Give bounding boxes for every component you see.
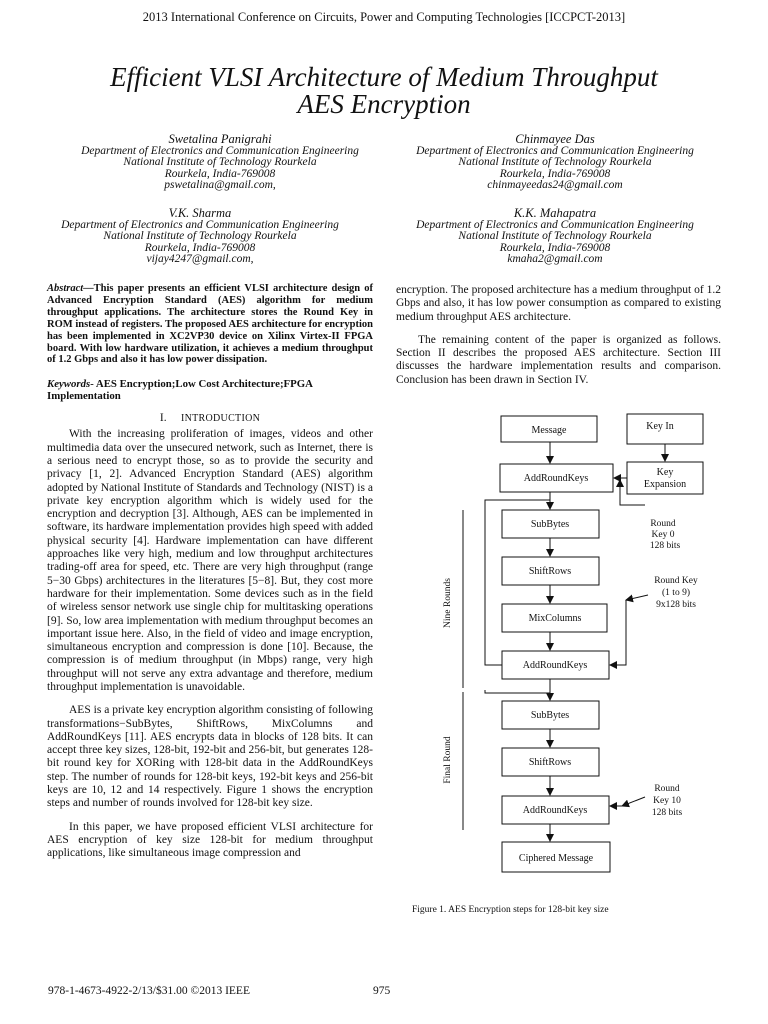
shift-rows-label-2: ShiftRows: [528, 757, 572, 768]
author-department: Department of Electronics and Communication Engineering: [61, 218, 339, 231]
key-expansion-label-1: Key: [656, 467, 674, 478]
author-city: Rourkela, India-769008: [144, 241, 256, 254]
paragraph: With the increasing proliferation of images, videos and other multimedia data over the unsecured network, such as Internet, there is a serious need to encrypt those, so as to provide the security and privacy [1, 2]. Advanced Encryption Standard (AES) algorithm adopted by National Institute of Standards and Technology (NIST) is a private key encryption algorithm which is widely used for the encryption and decryption [3]. Although, AES can be implemented in software, its hardware implementation provides high speed with added physical security [4]. Hardware implementation can have different approaches like very high, medium and low throughput architectures trading-off area for speed, etc. There are very high throughput (range 5−30 Gbps) architectures in the literatures [5−8]. But, they cost more hardware for their implementation. Some devices such as in the field of wireless sensor network use single chip for multitasking operations [9]. So, low area implementation with medium throughput becomes an important issue here. Also, in the field of video and image encryption, simultaneous encryption and compression is done [10]. Because, the compression is of medium throughput (in Mbps) range, very high throughput will not serve any extra advantage and therefore, medium throughput implementation is unavoidable.: [47, 428, 373, 693]
nine-rounds-label: Nine Rounds: [443, 578, 453, 628]
paragraph: In this paper, we have proposed efficient VLSI architecture for AES encryption of key size 128-bit for medium throughput applications, like simultaneous image compression and: [47, 820, 373, 860]
key-in-label: Key In: [646, 421, 674, 432]
section-number: I.: [159, 412, 167, 425]
add-round-keys-label-0: AddRoundKeys: [523, 473, 589, 484]
section-title: INTRODUCTION: [180, 413, 261, 425]
author-block-1: [40, 134, 400, 192]
author-email: pswetalina@gmail.com,: [164, 179, 276, 191]
round-key-10-line-3: 128 bits: [651, 808, 683, 818]
abstract: [47, 283, 373, 366]
author-department: Department of Electronics and Communication Engineering: [416, 218, 694, 231]
add-round-keys-label-1: AddRoundKeys: [522, 660, 588, 671]
keywords-label: Keywords-: [47, 378, 94, 391]
right-body: [396, 284, 721, 397]
round-key-0-line-3: 128 bits: [649, 541, 681, 551]
round-key-1-9-line-2: (1 to 9): [662, 588, 690, 598]
mix-columns-label: MixColumns: [528, 613, 582, 624]
author-department: Department of Electronics and Communication Engineering: [416, 144, 694, 157]
author-name: K.K. Mahapatra: [513, 206, 597, 220]
final-round-label: Final Round: [443, 736, 453, 784]
author-name: Chinmayee Das: [515, 132, 595, 146]
round-key-1-9-line-1: Round Key: [654, 576, 698, 586]
add-round-keys-label-2: AddRoundKeys: [522, 805, 588, 816]
round-key-0-line-1: Round: [650, 519, 676, 529]
left-column: [47, 283, 373, 871]
ciphered-message-label: Ciphered Message: [518, 853, 594, 864]
paragraph: encryption. The proposed architecture has a medium throughput of 1.2 Gbps and also, it has low power consumption as compared to existing medium throughput AES architecture.: [396, 284, 721, 323]
author-institute: National Institute of Technology Rourkela: [458, 156, 652, 168]
left-body: [47, 428, 373, 860]
author-block-4: [380, 208, 730, 266]
abstract-text: —This paper presents an efficient VLSI architecture design of Advanced Encryption Standard (AES) algorithm for medium throughput applications. The architecture stores the Round Key in ROM instead of registers. The proposed AES architecture for encryption has been implemented in XC2VP30 device on Xilinx Virtex-II FPGA board. With low hardware utilization, it achieves a medium throughput of 1.2 Gbps and also it has low power dissipation.: [47, 283, 373, 366]
paper-title-line-1: Efficient VLSI Architecture of Medium Throughput: [110, 62, 658, 92]
footer-copyright: 978-1-4673-4922-2/13/$31.00 ©2013 IEEE: [48, 985, 250, 997]
author-email: kmaha2@gmail.com: [507, 253, 603, 265]
author-block-2: [380, 134, 730, 192]
author-institute: National Institute of Technology Rourkela: [103, 230, 297, 242]
message-label: Message: [531, 425, 567, 436]
author-name: Swetalina Panigrahi: [168, 132, 272, 146]
author-email: vijay4247@gmail.com,: [146, 253, 254, 265]
key-expansion-label-2: Expansion: [643, 479, 687, 490]
abstract-label: Abstract: [47, 283, 84, 294]
aes-flow-diagram: [420, 410, 720, 890]
author-department: Department of Electronics and Communication Engineering: [81, 144, 359, 157]
author-block-3: [20, 208, 380, 266]
shift-rows-label-1: ShiftRows: [528, 566, 572, 577]
paragraph: AES is a private key encryption algorithm consisting of following transformations−SubBytes, ShiftRows, MixColumns and AddRoundKeys [11]. AES encrypts data in blocks of 128 bits. It can accept three key sizes, 128-bit, 192-bit and 256-bit, but generates 128-bit round key for XORing with 128-bit data in the AddRoundKeys step. The number of rounds for 128-bit keys, 192-bit keys and 256-bit keys are 10, 12 and 14 respectively. Figure 1 shows the encryption steps and number of rounds involved for 128-bit key size.: [47, 704, 373, 810]
author-email: chinmayeedas24@gmail.com: [487, 179, 623, 191]
sub-bytes-label-2: SubBytes: [530, 710, 570, 721]
paper-title-line-2: AES Encryption: [297, 89, 471, 119]
author-institute: National Institute of Technology Rourkela: [458, 230, 652, 242]
author-city: Rourkela, India-769008: [499, 167, 611, 180]
section-heading: [47, 412, 373, 424]
paragraph: The remaining content of the paper is organized as follows. Section II describes the proposed AES architecture. Section III discusses the hardware implementation results and comparison. Conclusion has been drawn in Section IV.: [396, 333, 721, 386]
round-key-1-9-line-3: 9x128 bits: [656, 600, 696, 610]
author-city: Rourkela, India-769008: [499, 241, 611, 254]
page-number: 975: [373, 985, 391, 997]
round-key-10-line-1: Round: [654, 784, 680, 794]
keywords: [47, 378, 373, 402]
author-institute: National Institute of Technology Rourkela: [123, 156, 317, 168]
figure-caption: Figure 1. AES Encryption steps for 128-bit key size: [412, 905, 609, 915]
round-key-10-line-2: Key 10: [653, 796, 681, 806]
author-city: Rourkela, India-769008: [164, 167, 276, 180]
author-name: V.K. Sharma: [168, 206, 232, 220]
paper-title: [0, 64, 768, 118]
keywords-text: AES Encryption;Low Cost Architecture;FPGA Implementation: [47, 378, 313, 403]
sub-bytes-label-1: SubBytes: [530, 519, 570, 530]
conference-header: 2013 International Conference on Circuits, Power and Computing Technologies [ICCPCT-2013]: [142, 10, 626, 24]
round-key-0-line-2: Key 0: [651, 530, 675, 540]
